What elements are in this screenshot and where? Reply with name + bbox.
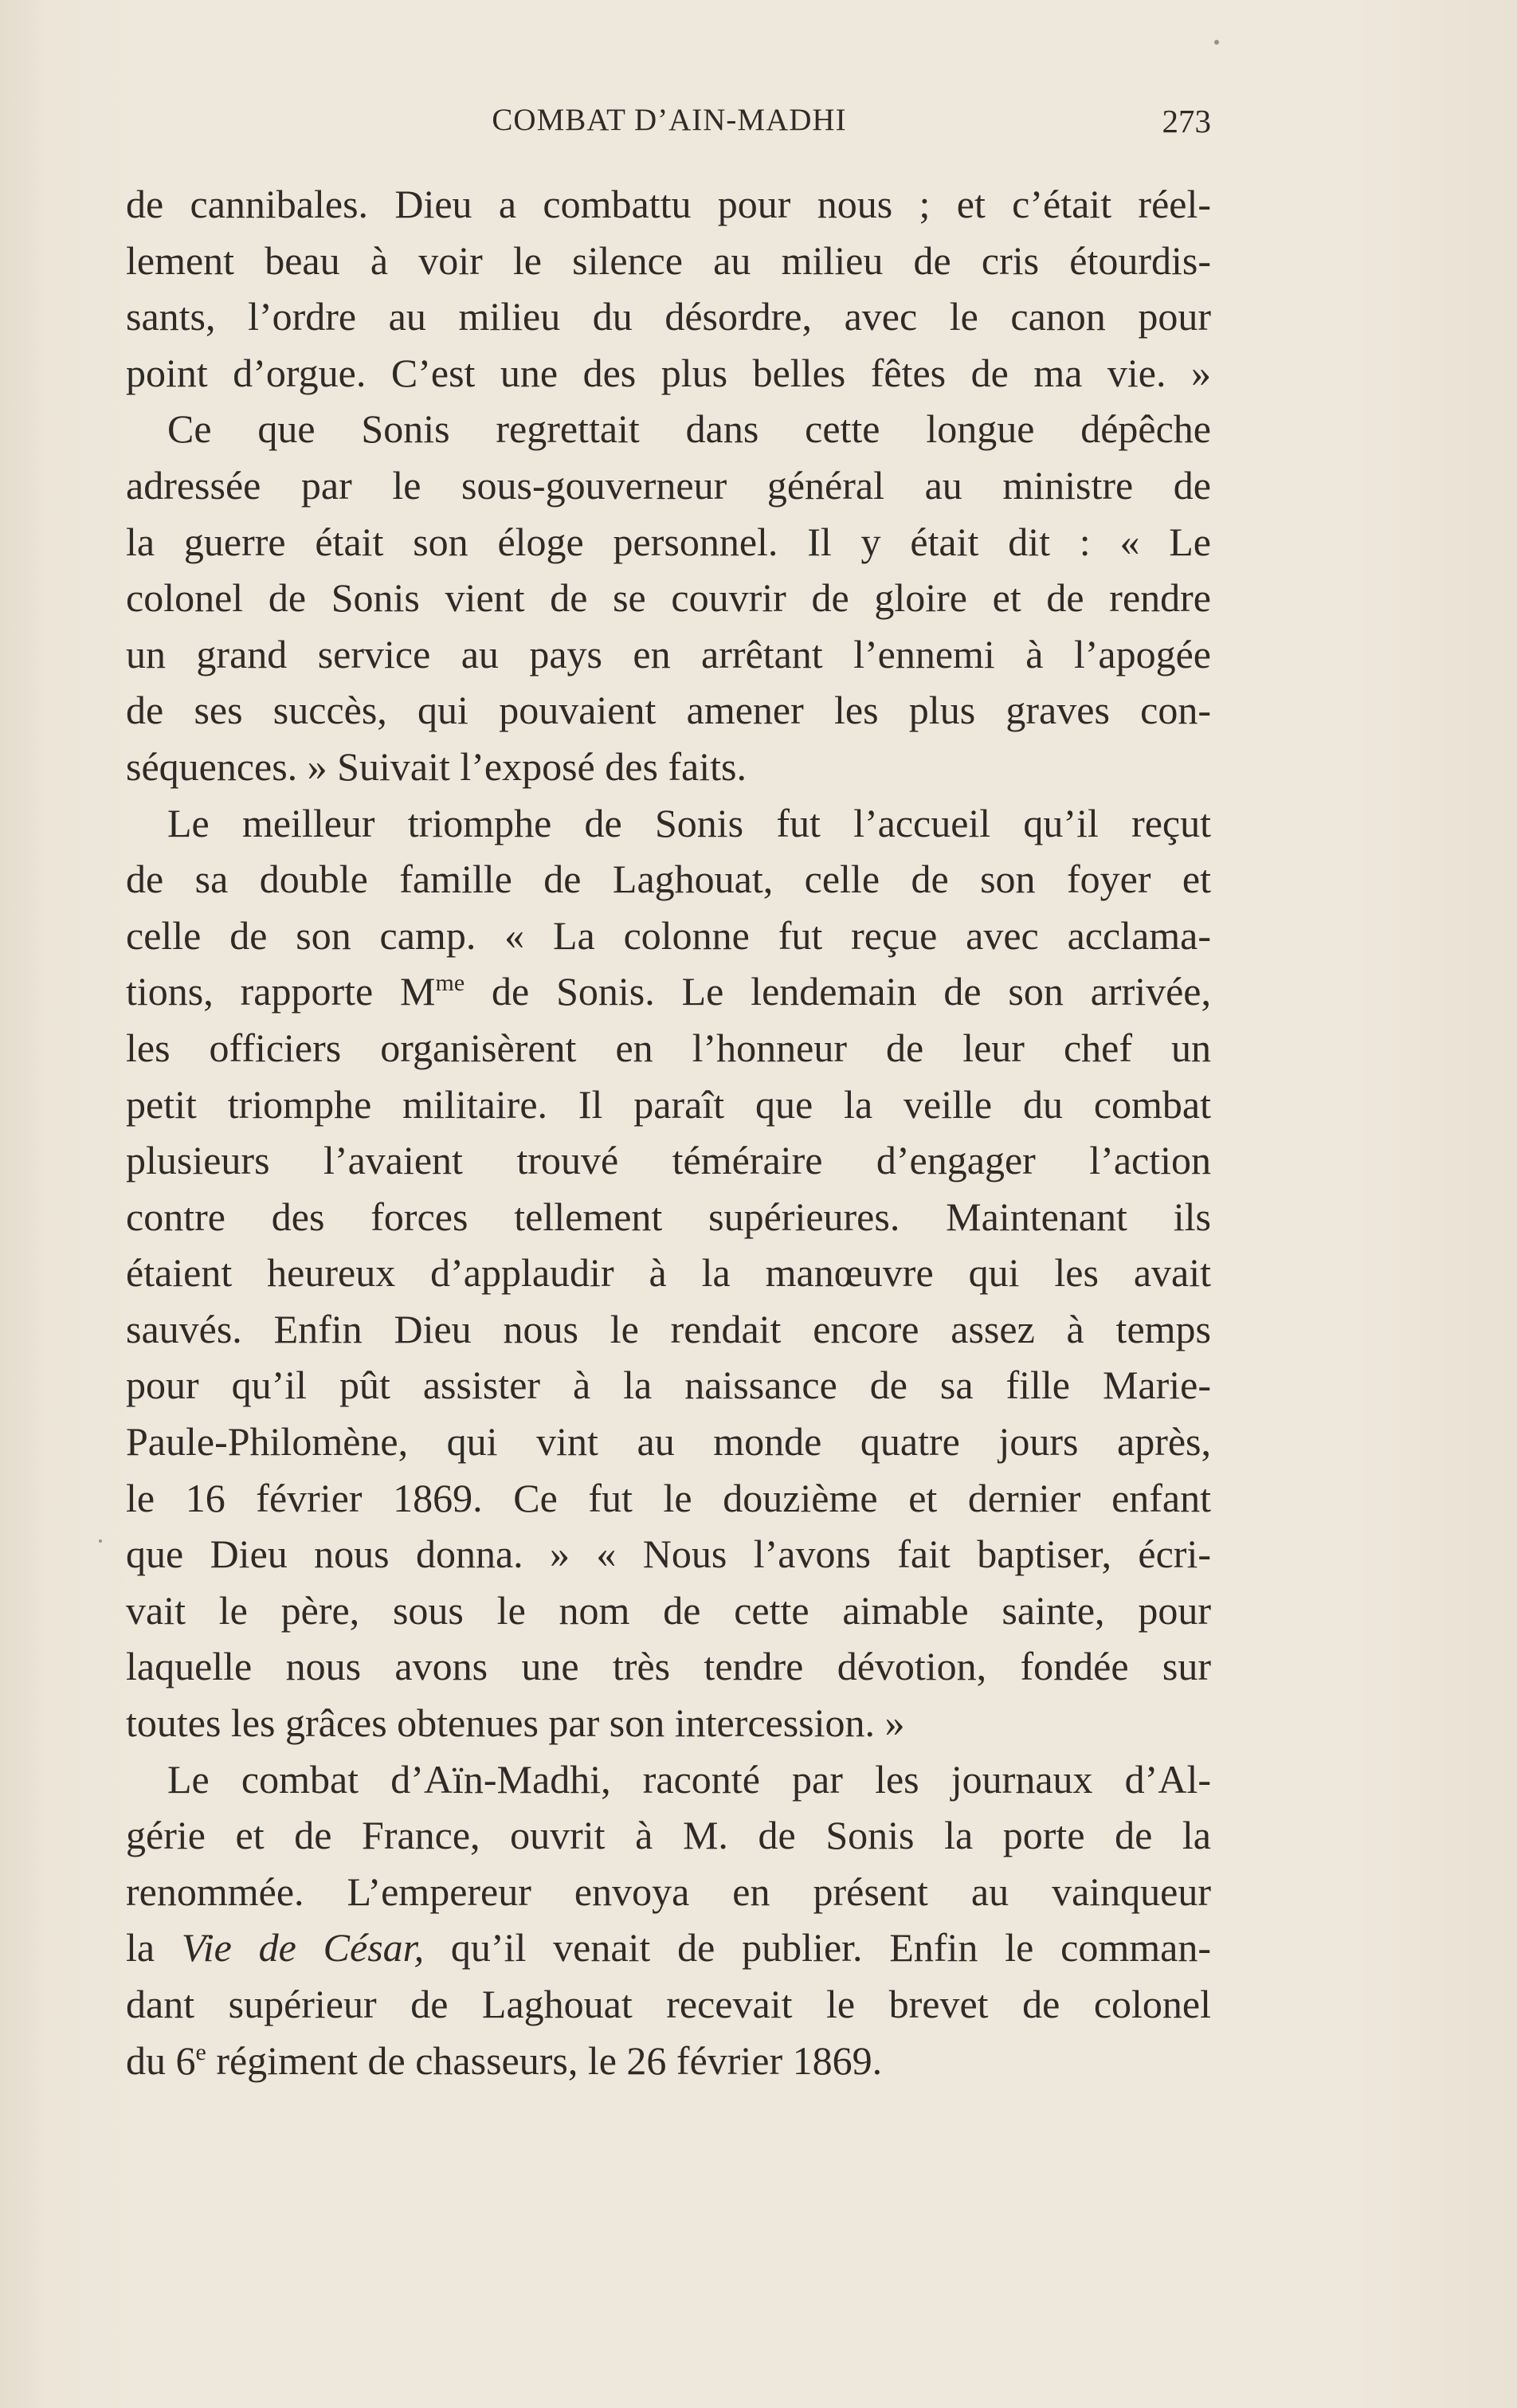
text-fragment: régiment de chasseurs, le 26 février 1869.: [206, 2037, 883, 2083]
text-line: étaient heureux d’applaudir à la manœuvre qui les avait: [126, 1250, 1211, 1296]
text-line: que Dieu nous donna. » « Nous l’avons fait baptiser, écri-: [126, 1531, 1211, 1577]
book-title-italic: Vie de César,: [181, 1925, 425, 1971]
text-line: [126, 963, 1211, 1020]
text-line: Ce que Sonis regrettait dans cette longue dépêche: [167, 406, 1211, 452]
text-line: point d’orgue. C’est une des plus belles fêtes de ma vie. »: [126, 350, 1211, 395]
text-line: celle de son camp. « La colonne fut reçue avec acclama-: [126, 912, 1211, 958]
page-header: [127, 102, 1211, 158]
text-line: pour qu’il pût assister à la naissance de sa fille Marie-: [126, 1363, 1211, 1408]
text-fragment: la: [126, 1925, 182, 1971]
text-line: adressée par le sous-gouverneur général au ministre de: [126, 462, 1211, 508]
superscript: me: [435, 970, 465, 997]
text-line: de ses succès, qui pouvaient amener les plus graves con-: [126, 688, 1211, 733]
text-line: de sa double famille de Laghouat, celle de son foyer et: [126, 857, 1211, 902]
text-line: séquences. » Suivait l’exposé des faits.: [126, 743, 747, 789]
text-line: contre des forces tellement supérieures. Maintenant ils: [126, 1194, 1211, 1239]
text-line: Paule-Philomène, qui vint au monde quatre jours après,: [126, 1419, 1211, 1465]
text-line: [126, 2033, 1211, 2089]
text-fragment: du 6: [126, 2037, 196, 2083]
text-line: de cannibales. Dieu a combattu pour nous ; et c’était réel-: [126, 182, 1211, 226]
body-text: [126, 176, 1211, 2088]
running-head: COMBAT D’AIN-MADHI: [492, 103, 847, 137]
text-line: un grand service au pays en arrêtant l’ennemi à l’apogée: [126, 631, 1211, 677]
text-line: petit triomphe militaire. Il paraît que la veille du combat: [126, 1081, 1211, 1127]
text-line: laquelle nous avons une très tendre dévotion, fondée sur: [126, 1644, 1211, 1689]
text-line: le 16 février 1869. Ce fut le douzième et dernier enfant: [126, 1475, 1211, 1520]
text-line: plusieurs l’avaient trouvé téméraire d’engager l’action: [126, 1138, 1211, 1183]
text-line: vait le père, sous le nom de cette aimable sainte, pour: [126, 1587, 1211, 1633]
text-line: gérie et de France, ouvrit à M. de Sonis la porte de la: [126, 1813, 1211, 1858]
text-line: toutes les grâces obtenues par son intercession. »: [126, 1700, 905, 1746]
paper-speck: [99, 1539, 102, 1543]
text-fragment: tions, rapporte M: [126, 969, 436, 1014]
text-line: [126, 1920, 1211, 1976]
text-line: Le meilleur triomphe de Sonis fut l’accueil qu’il reçut: [167, 800, 1211, 845]
text-fragment: qu’il venait de publier. Enfin le comman-: [424, 1925, 1211, 1971]
text-line: colonel de Sonis vient de se couvrir de gloire et de rendre: [126, 575, 1211, 621]
text-line: la guerre était son éloge personnel. Il y était dit : « Le: [126, 519, 1211, 564]
paper-speck: [1214, 40, 1219, 45]
text-line: renommée. L’empereur envoya en présent au vainqueur: [126, 1869, 1211, 1914]
superscript: e: [195, 2038, 206, 2065]
text-fragment: de Sonis. Le lendemain de son arrivée,: [465, 969, 1211, 1014]
page-number: 273: [1162, 103, 1211, 139]
text-line: les officiers organisèrent en l’honneur de leur chef un: [126, 1025, 1211, 1070]
text-line: lement beau à voir le silence au milieu de cris étourdis-: [126, 237, 1211, 283]
text-line: sants, l’ordre au milieu du désordre, avec le canon pour: [126, 294, 1211, 339]
text-line: dant supérieur de Laghouat recevait le brevet de colonel: [126, 1982, 1211, 2026]
text-line: Le combat d’Aïn-Madhi, raconté par les journaux d’Al-: [167, 1756, 1211, 1802]
text-line: sauvés. Enfin Dieu nous le rendait encore assez à temps: [126, 1306, 1211, 1351]
